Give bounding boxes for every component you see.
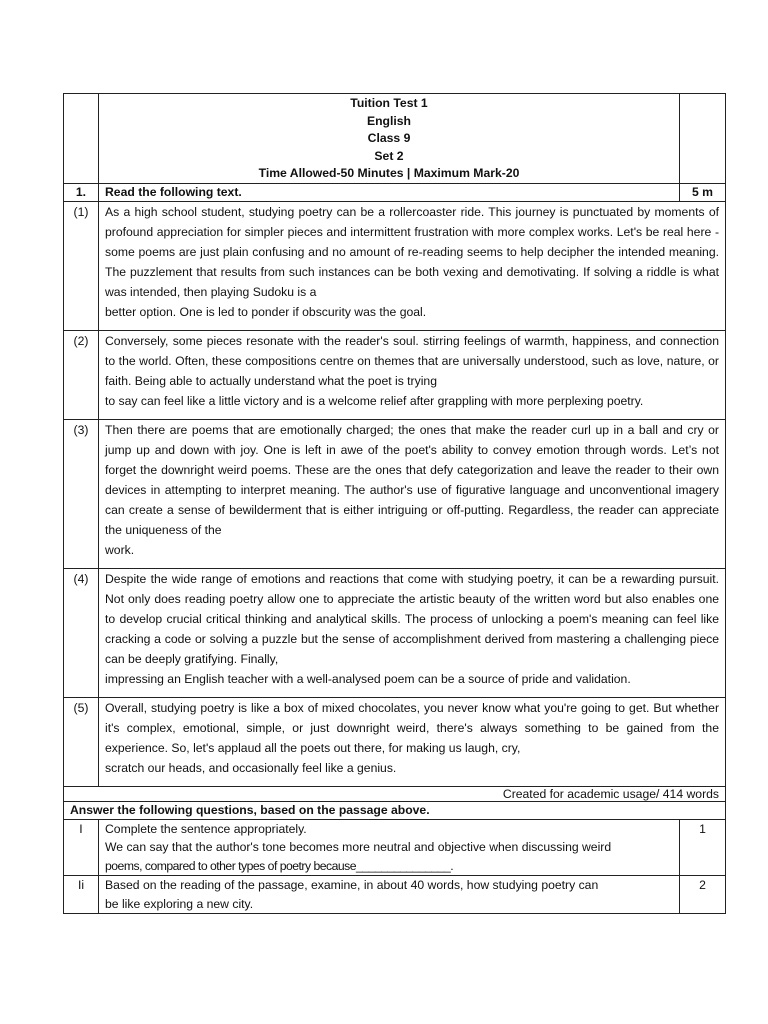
passage-row — [64, 568, 726, 697]
header-cell — [99, 94, 680, 184]
paragraph-body: Despite the wide range of emotions and reactions that come with studying poetry, it can be a rewarding pursuit. Not only does reading poetry allow one to appreciate the artistic beauty of the written word but also enables one to develop crucial critical thinking and analytical skills. The process of unlocking a poem's meaning can feel like cracking a code or solving a puzzle but the sense of accomplishment derived from mastering a challenging piece can be deeply gratifying. Finally, — [105, 571, 719, 666]
paragraph-label: (3) — [64, 419, 99, 568]
question-line: Complete the sentence appropriately. — [105, 821, 307, 836]
question-text — [99, 876, 680, 914]
paragraph-4 — [99, 568, 726, 697]
paragraph-3 — [99, 419, 726, 568]
header-row — [64, 94, 726, 184]
question-marks: 1 — [680, 819, 726, 876]
paragraph-last-line: to say can feel like a little victory and is a welcome relief after grappling with more perplexing poetry. — [105, 393, 644, 408]
section-number: 1. — [64, 183, 99, 201]
paragraph-label: (4) — [64, 568, 99, 697]
question-text — [99, 819, 680, 876]
questions-heading-row — [64, 801, 726, 819]
class-label: Class 9 — [367, 131, 411, 146]
question-line: be like exploring a new city. — [105, 896, 254, 911]
paragraph-last-line: work. — [105, 542, 135, 557]
paragraph-label: (5) — [64, 697, 99, 786]
test-sheet — [63, 93, 725, 914]
question-marks: 2 — [680, 876, 726, 914]
test-table — [63, 93, 726, 914]
paragraph-last-line: better option. One is led to ponder if obscurity was the goal. — [105, 304, 427, 319]
paragraph-5 — [99, 697, 726, 786]
paragraph-body: As a high school student, studying poetry can be a rollercoaster ride. This journey is punctuated by moments of profound appreciation for simpler pieces and intermittent frustration with more complex works. Let's be real here - some poems are just plain confusing and no amount of re-reading seems to help decipher the intended meaning. The puzzlement that results from such instances can be both vexing and demotivating. If solving a riddle is what was intended, then playing Sudoku is a — [105, 204, 719, 299]
passage-row — [64, 330, 726, 419]
question-number: I — [64, 819, 99, 876]
passage-row — [64, 419, 726, 568]
credit-row — [64, 786, 726, 801]
question-row — [64, 876, 726, 914]
time-marks: Time Allowed-50 Minutes | Maximum Mark-20 — [258, 166, 520, 181]
subject: English — [366, 113, 411, 128]
paragraph-last-line: impressing an English teacher with a well-analysed poem can be a source of pride and validation. — [105, 671, 631, 686]
section-row — [64, 183, 726, 201]
section-marks: 5 m — [680, 183, 726, 201]
question-row — [64, 819, 726, 876]
passage-row — [64, 201, 726, 330]
question-line: poems, compared to other types of poetry because_______________. — [105, 858, 454, 873]
questions-heading: Answer the following questions, based on the passage above. — [64, 801, 726, 819]
question-line: We can say that the author's tone becomes more neutral and objective when discussing weird — [105, 840, 612, 855]
paragraph-body: Conversely, some pieces resonate with the reader's soul. stirring feelings of warmth, happiness, and connection to the world. Often, these compositions centre on themes that are universally understood, such as love, nature, or faith. Being able to actually understand what the poet is trying — [105, 333, 719, 388]
paragraph-body: Then there are poems that are emotionally charged; the ones that make the reader curl up in a ball and cry or jump up and down with joy. One is left in awe of the poet's ability to convey emotion through words. Let’s not forget the downright weird poems. These are the ones that defy categorization and leave the reader to their own devices in attempting to interpret meaning. The author's use of figurative language and unconventional imagery can create a sense of bewilderment that is either intriguing or off-putting. Regardless, the reader can appreciate the uniqueness of the — [105, 422, 719, 537]
test-title: Tuition Test 1 — [350, 96, 428, 110]
passage-row — [64, 697, 726, 786]
paragraph-2 — [99, 330, 726, 419]
header-right-cell — [680, 94, 726, 184]
question-number: Ii — [64, 876, 99, 914]
header-left-cell — [64, 94, 99, 184]
paragraph-label: (1) — [64, 201, 99, 330]
question-line: Based on the reading of the passage, examine, in about 40 words, how studying poetry can — [105, 878, 599, 893]
section-instruction: Read the following text. — [99, 183, 680, 201]
set-label: Set 2 — [374, 148, 404, 163]
credit-text: Created for academic usage/ 414 words — [64, 786, 726, 801]
paragraph-1 — [99, 201, 726, 330]
paragraph-label: (2) — [64, 330, 99, 419]
paragraph-body: Overall, studying poetry is like a box of mixed chocolates, you never know what you're going to get. But whether it's complex, emotional, simple, or just downright weird, there's always something to be gained from the experience. So, let's applaud all the poets out there, for making us laugh, cry, — [105, 700, 719, 755]
paragraph-last-line: scratch our heads, and occasionally feel like a genius. — [105, 760, 397, 775]
